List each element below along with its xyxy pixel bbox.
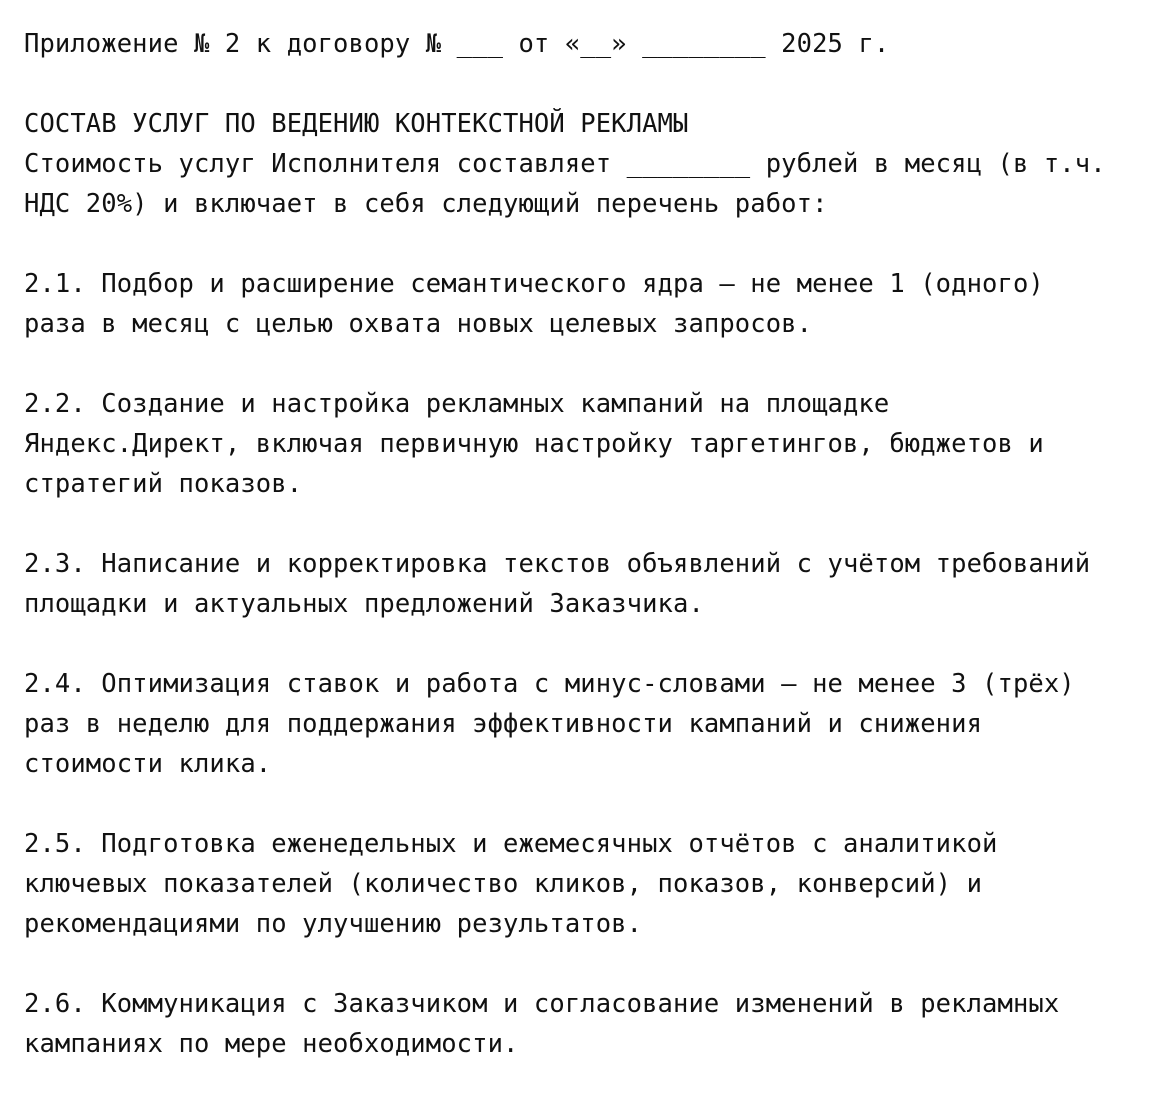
cost-line-1: Стоимость услуг Исполнителя составляет ________ рублей в месяц (в т.ч. (24, 149, 1106, 179)
service-item-2-3 (24, 544, 1154, 624)
document (24, 24, 1154, 1064)
item-line: 2.5. Подготовка еженедельных и ежемесячных отчётов с аналитикой (24, 829, 998, 859)
item-line: Яндекс.Директ, включая первичную настройку таргетингов, бюджетов и (24, 429, 1044, 459)
spacer (24, 784, 1154, 824)
item-line: 2.2. Создание и настройка рекламных кампаний на площадке (24, 389, 890, 419)
item-line: рекомендациями по улучшению результатов. (24, 909, 643, 939)
service-item-2-5 (24, 824, 1154, 944)
cost-line-2: НДС 20%) и включает в себя следующий перечень работ: (24, 189, 828, 219)
item-line: кампаниях по мере необходимости. (24, 1029, 519, 1059)
item-line: раз в неделю для поддержания эффективности кампаний и снижения (24, 709, 983, 739)
service-item-2-4 (24, 664, 1154, 784)
item-line: 2.6. Коммуникация с Заказчиком и согласование изменений в рекламных (24, 989, 1060, 1019)
document-heading: СОСТАВ УСЛУГ ПО ВЕДЕНИЮ КОНТЕКСТНОЙ РЕКЛАМЫ (24, 109, 689, 139)
item-line: стратегий показов. (24, 469, 303, 499)
annex-line: Приложение № 2 к договору № ___ от «__» ________ 2025 г. (24, 29, 890, 59)
spacer (24, 64, 1154, 104)
item-line: 2.1. Подбор и расширение семантического ядра — не менее 1 (одного) (24, 269, 1044, 299)
spacer (24, 624, 1154, 664)
service-item-2-6 (24, 984, 1154, 1064)
spacer (24, 944, 1154, 984)
spacer (24, 224, 1154, 264)
item-line: площадки и актуальных предложений Заказчика. (24, 589, 704, 619)
item-line: 2.3. Написание и корректировка текстов объявлений с учётом требований (24, 549, 1091, 579)
item-line: ключевых показателей (количество кликов, показов, конверсий) и (24, 869, 983, 899)
spacer (24, 344, 1154, 384)
spacer (24, 504, 1154, 544)
item-line: стоимости клика. (24, 749, 272, 779)
service-item-2-2 (24, 384, 1154, 504)
item-line: 2.4. Оптимизация ставок и работа с минус-словами — не менее 3 (трёх) (24, 669, 1075, 699)
service-item-2-1 (24, 264, 1154, 344)
item-line: раза в месяц с целью охвата новых целевых запросов. (24, 309, 813, 339)
